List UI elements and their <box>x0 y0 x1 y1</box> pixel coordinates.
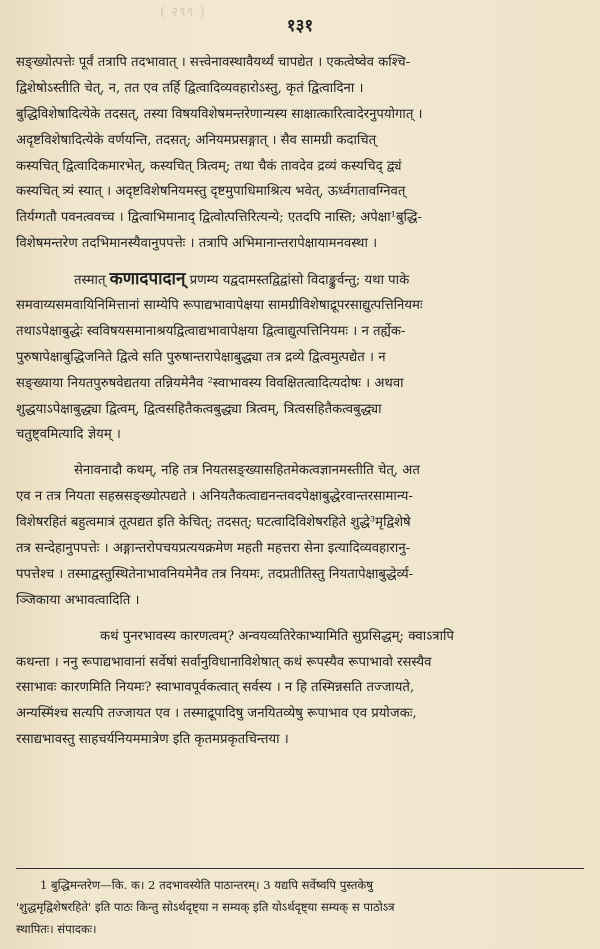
text-line: एव न तत्र नियता सहस्रसङ्ख्योत्पद्यते । अनियतैकत्वाद्यनन्तवदपेक्षाबुद्धेरवान्तरसामान्य- <box>16 489 413 505</box>
text-line: पुरुषापेक्षाबुद्धिजनिते द्वित्वे सति पुरुषान्तरापेक्षाबुद्ध्या तत्र द्रव्ये द्वित्वमुत्पद्येत । न <box>16 349 386 365</box>
footnotes <box>16 874 586 940</box>
paragraph-3 <box>16 458 586 613</box>
footnote-line: स्थापितः। संपादकः। <box>16 922 97 936</box>
paragraph-4 <box>16 624 586 753</box>
text-line: तिर्यग्गतौ पवनत्ववच्च । द्वित्वाभिमानाद् द्वित्वोत्पत्तिरित्यन्ये; एतदपि नास्ति; अपेक्षा¹बुद्धि- <box>16 210 422 226</box>
page-number: १३१ <box>286 16 314 36</box>
text-line: बुद्धिविशेषादित्येके तदसत्, तस्या विषयविशेषमन्तरेणान्यस्य साक्षात्कारित्वादेरनुपयोगात् । <box>16 106 423 122</box>
text-line: कस्यचित् द्वित्वादिकमारभेत्, कस्यचित् त्रित्वम्; तथा चैकं तावदेव द्रव्यं कस्यचिद् द्व्यं <box>16 158 402 174</box>
text-line: सङ्ख्याया नियतपुरुषवेद्यतया तन्नियमेनैव ²स्वाभावस्य विवक्षितत्वादित्यदोषः । अथवा <box>16 375 404 391</box>
text-line: द्विशेषोऽस्तीति चेत्, न, तत एव तर्हि द्वित्वादिव्यवहारोऽस्तु, कृतं द्वित्वादिना । <box>16 80 364 96</box>
main-text <box>16 50 586 753</box>
text-segment: प्रणम्य यद्वदामस्तद्विद्वांसो विदाङ्कुर्वन्तु; यथा पाके <box>185 273 410 289</box>
text-line: कस्यचित् त्र्यं स्यात् । अदृष्टविशेषनियमस्तु दृष्टमुपाधिमाश्रित्य भवेत्, ऊर्ध्वगतावग्निवत् <box>16 184 406 200</box>
text-line: कथं पुनरभावस्य कारणत्वम्? अन्वयव्यतिरेकाभ्यामिति सुप्रसिद्धम्; क्वाऽत्रापि <box>100 628 454 644</box>
text-line: सङ्ख्योत्पत्तेः पूर्वं तत्रापि तदभावात् । सत्त्वेनावस्थावैयर्थ्यं चापद्येत । एकत्वेष्वेव कश्चि- <box>16 55 411 70</box>
text-line: शुद्धयाऽपेक्षाबुद्ध्या द्वित्वम्, द्वित्वसहितैकत्वबुद्ध्या त्रित्वम्, त्रित्वसहितैकत्वबुद्ध्या <box>16 401 382 417</box>
text-line: कथन्ता । ननु रूपाद्यभावानां सर्वेषां सर्वानुविधानाविशेषात् कथं रूपस्यैव रूपाभावो रसस्यैव <box>16 654 432 670</box>
text-line: तथाऽपेक्षाबुद्धेः स्वविषयसमानाश्रयद्वित्वाद्यभावापेक्षया द्वित्वाद्युत्पत्तिनियमः । न तर्ह्येक- <box>16 323 406 339</box>
bleed-through-text: ( २९९ ) <box>160 5 206 20</box>
text-line: अदृष्टविशेषादित्येके वर्णयन्ति, तदसत्; अनियमप्रसङ्गात् । सैव सामग्री कदाचित् <box>16 132 377 148</box>
kanadapadan-heading: कणादपादान् <box>109 269 186 290</box>
text-line: विशेषरहितं बहुत्वमात्रं तूत्पद्यत इति केचित्; तदसत्; घटत्वादिविशेषरहिते शुद्धे³मृद्विशेषे <box>16 515 411 531</box>
text-line: तत्र सन्देहानुपपत्तेः । अङ्गान्तरोपचयप्रत्ययक्रमेण महती महत्तरा सेना इत्यादिव्यवहारानु- <box>16 541 411 557</box>
footnote-line: 'शुद्धमृद्विशेषरहिते' इति पाठः किन्तु सोऽर्थदृष्ट्या न सम्यक् इति योऽर्थदृष्ट्या सम्यक् स पाठोऽत्र <box>16 900 395 914</box>
text-line: समवाय्यसमवायिनिमित्तानां साम्येपि रूपाद्यभावापेक्षया सामग्रीविशेषाद्रूपरसाद्युत्पत्तिनियमः <box>16 298 423 314</box>
paragraph-1 <box>16 50 586 257</box>
text-line: विशेषमन्तरेण तदभिमानस्यैवानुपपत्तेः । तत्रापि अभिमानान्तरापेक्षायामनवस्था । <box>16 236 378 252</box>
text-line: चतुष्ट्वमित्यादि ज्ञेयम् । <box>16 427 121 443</box>
footnote-line: 1 बुद्धिमन्तरेण—कि. क। 2 तदभावस्येति पाठान्तरम्। 3 यद्यपि सर्वेष्वपि पुस्तकेषु <box>40 878 374 892</box>
text-line: अन्यस्मिंश्च सत्यपि तज्जायत एव । तस्माद्रूपादिषु जनयितव्येषु रूपाभाव एव प्रयोजकः, <box>16 706 417 722</box>
text-line: रसाद्यभावस्तु साहचर्यनियममात्रेण इति कृतमप्रकृतचिन्तया । <box>16 732 289 748</box>
text-line: सेनावनादौ कथम्, नहि तत्र नियतसङ्ख्यासहितमेकत्वज्ञानमस्तीति चेत्, अत <box>74 463 420 479</box>
text-segment: तस्मात् <box>74 273 110 289</box>
text-line: रसाभावः कारणमिति नियमः? स्वाभावपूर्वकत्वात् सर्वस्य । न हि तस्मिन्नसति तज्जायते, <box>16 680 415 696</box>
text-line <box>16 267 586 293</box>
footnote-divider <box>16 868 584 869</box>
text-line: ञ्जिकाया अभावत्वादिति । <box>16 592 140 608</box>
paragraph-2 <box>16 267 586 448</box>
text-line: पपत्तेश्च । तस्माद्वस्तुस्थितेनाभावनियमेनैव तत्र नियमः, तदप्रतीतिस्तु नियतापेक्षाबुद्धेर्व्य- <box>16 566 414 582</box>
